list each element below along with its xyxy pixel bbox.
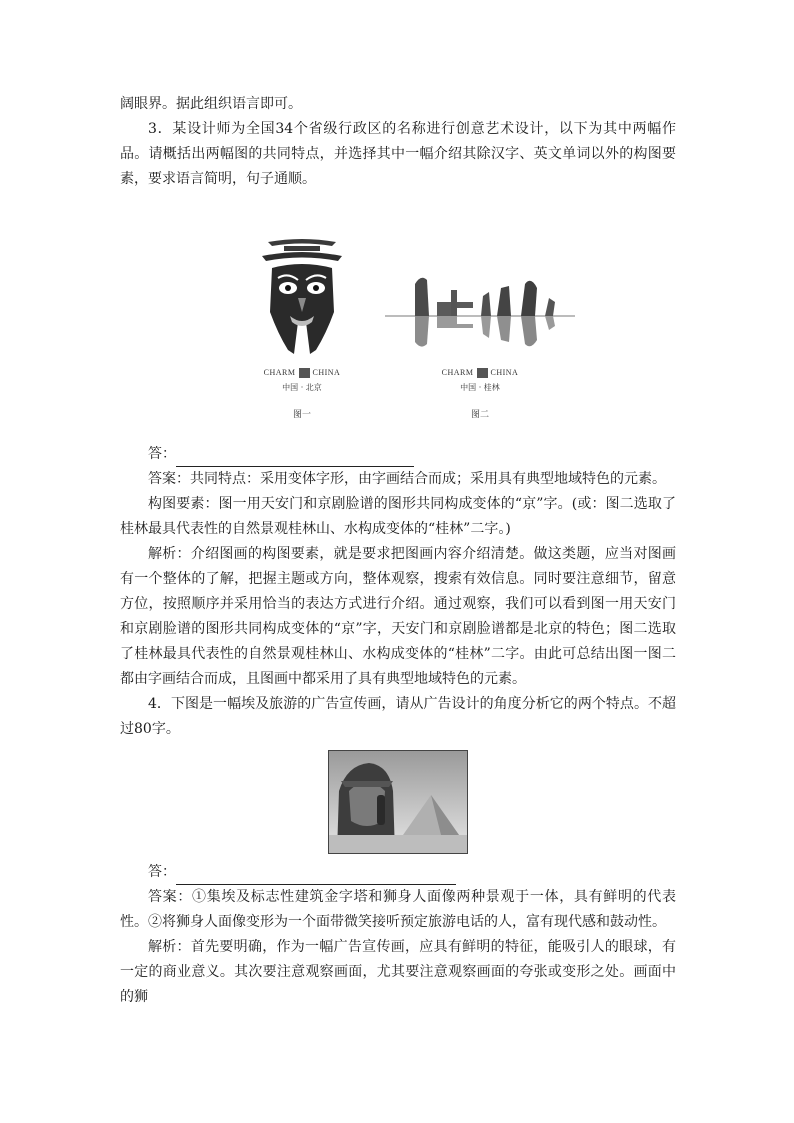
- answer-3-b: 构图要素：图一用天安门和京剧脸谱的图形共同构成变体的“京”字。(或：图二选取了桂林最具代表性的自然景观桂林山、水构成变体的“桂林”二字。): [120, 496, 676, 537]
- figure-2-place: 中国 · 桂林: [460, 383, 500, 393]
- guilin-logo: [385, 232, 575, 360]
- seal-icon: [477, 368, 488, 378]
- document-page: [120, 92, 676, 1010]
- figure-1-place: 中国 · 北京: [282, 383, 322, 393]
- explanation-3: 解析：介绍图画的构图要素，就是要求把图画内容介绍清楚。做这类题，应当对图画有一个整体的了解，把握主题或方向，整体观察，搜索有效信息。同时要注意细节，留意方位，按照顺序并采用恰当的表达方式进行介绍。通过观察，我们可以看到图一用天安门和京剧脸谱的图形共同构成变体的“京”字，天安门和京剧脸谱都是北京的特色；图二选取了桂林最具代表性的自然景观桂林山、水构成变体的“桂林”二字。由此可总结出图一图二都由字画结合而成，且图画中都采用了具有典型地域特色的元素。: [120, 546, 676, 687]
- answer-line-4: 答：: [120, 860, 676, 885]
- brand-line: CHARM CHINA: [441, 368, 519, 377]
- question-3: 3．某设计师为全国34个省级行政区的名称进行创意艺术设计，以下为其中两幅作品。请概括出两幅图的共同特点，并选择其中一幅介绍其除汉字、英文单词以外的构图要素，要求语言简明，句子通顺。: [120, 121, 676, 187]
- answer-4: 答案：①集埃及标志性建筑金字塔和狮身人面像两种景观于一体，具有鲜明的代表性。②将狮身人面像变形为一个面带微笑接听预定旅游电话的人，富有现代感和鼓动性。: [120, 889, 676, 930]
- brand-line: CHARM CHINA: [263, 368, 341, 377]
- figure-1: [240, 232, 364, 420]
- blank-line: [176, 452, 414, 467]
- sphinx-phone-picture: [328, 750, 468, 854]
- figure-group: [120, 232, 676, 442]
- seal-icon: [299, 368, 310, 378]
- answer-line-3: 答：: [120, 442, 676, 467]
- paragraph-carryover: 阔眼界。据此组织语言即可。: [120, 96, 302, 112]
- beijing-jing-logo: [240, 232, 364, 360]
- figure-1-caption: 图一: [292, 410, 311, 421]
- blank-line: [176, 870, 456, 885]
- figure-2: [385, 232, 575, 420]
- figure-2-caption: 图二: [470, 410, 489, 421]
- egypt-ad-image: [120, 750, 676, 854]
- question-4: 4．下图是一幅埃及旅游的广告宣传画，请从广告设计的角度分析它的两个特点。不超过80字。: [120, 696, 676, 737]
- answer-3-a: 答案：共同特点：采用变体字形，由字画结合而成；采用具有典型地域特色的元素。: [148, 471, 666, 487]
- explanation-4: 解析：首先要明确，作为一幅广告宣传画，应具有鲜明的特征，能吸引人的眼球，有一定的商业意义。其次要注意观察画面，尤其要注意观察画面的夸张或变形之处。画面中的狮: [120, 939, 676, 1005]
